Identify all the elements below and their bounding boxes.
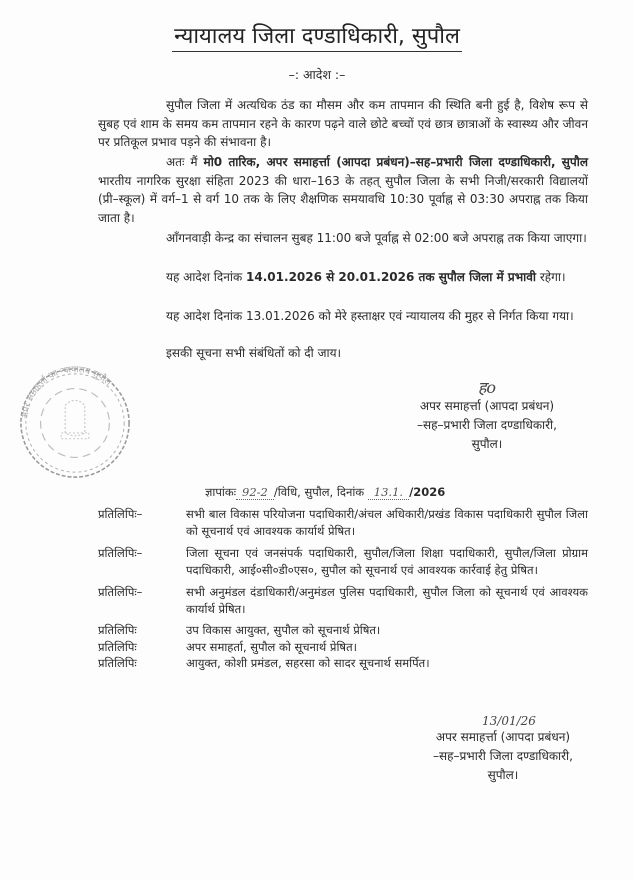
signatory-additional-charge: –सह–प्रभारी जिला दण्डाधिकारी, xyxy=(432,749,573,763)
signature-date-mark: 13/01/26 xyxy=(482,714,536,728)
copy-item: प्रतिलिपिः आयुक्त, कोशी प्रमंडल, सहरसा को सादर सूचनार्थ समर्पित। xyxy=(98,656,430,670)
signature-block-1 xyxy=(392,378,582,454)
memo-number: 92-2 xyxy=(236,485,274,500)
signatory-designation: अपर समाहर्त्ता (आपदा प्रबंधन) xyxy=(419,399,555,413)
signature-mark: हo xyxy=(477,378,497,397)
order-paragraph-5: यह आदेश दिनांक 13.01.2026 को मेरे हस्ताक्षर एवं न्यायालय की मुहर से निर्गत किया गया। xyxy=(166,309,574,323)
signatory-designation: अपर समाहर्त्ता (आपदा प्रबंधन) xyxy=(435,730,571,744)
signatory-additional-charge: –सह–प्रभारी जिला दण्डाधिकारी, xyxy=(416,418,557,432)
copy-item: प्रतिलिपिः अपर समाहर्ता, सुपौल को सूचनार्थ प्रेषित। xyxy=(98,639,357,654)
order-heading: –: आदेश :– xyxy=(288,67,346,82)
order-paragraph-3: आँगनवाड़ी केन्द्र का संचालन सुबह 11:00 बजे पूर्वाह्न से 02:00 बजे अपराह्न तक किया जाएगा। xyxy=(166,231,587,245)
order-paragraph-4: यह आदेश दिनांक 14.01.2026 से 20.01.2026 तक सुपौल जिला में प्रभावी रहेगा। xyxy=(166,270,566,284)
document-title: न्यायालय जिला दण्डाधिकारी, सुपौल xyxy=(0,20,634,50)
signatory-location: सुपौल। xyxy=(471,437,503,451)
seal-text: अपर समाहर्त्ता का न्यायालय सुपौल xyxy=(20,365,113,420)
order-paragraph-2: अतः मैं मो0 तारिक, अपर समाहर्त्ता (आपदा प्रबंधन)–सह–प्रभारी जिला दण्डाधिकारी, सुपौल भारतीय नागरिक सुरक्षा संहिता 2023 की धारा–163 के तहत् सुपौल जिला के सभी निजी/सरकारी विद्यालयों (प्री–स्कूल) में वर्ग–1 से वर्ग 10 तक के लिए शैक्षणिक समयावधि 10:30 पूर्वाह्न से 03:30 अपराह्न तक किया जाता है। xyxy=(98,155,588,225)
memo-date: 13.1. xyxy=(368,485,409,500)
copy-item: प्रतिलिपिः– सभी अनुमंडल दंडाधिकारी/अनुमंडल पुलिस पदाधिकारी, सुपौल जिला को सूचनार्थ एवं आवश्यक कार्यार्थ प्रेषित। xyxy=(98,585,588,616)
copy-list xyxy=(98,506,588,672)
signatory-location: सुपौल। xyxy=(487,768,519,782)
svg-text:अपर समाहर्त्ता का न्यायालय सुप xyxy=(21,365,114,419)
order-paragraph-1: सुपौल जिला में अत्यधिक ठंड का मौसम और कम तापमान की स्थिति बनी हुई है, विशेष रूप से सुबह एवं शाम के समय कम तापमान रहने के कारण पढ़ने वाले छोटे बच्चों एवं छात्र छात्राओं के स्वास्थ्य और जीवन पर प्रतिकूल प्रभाव पड़ने की संभावना है। xyxy=(98,98,588,149)
copy-item: प्रतिलिपिः उप विकास आयुक्त, सुपौल को सूचनार्थ प्रेषित। xyxy=(98,623,381,637)
copy-item: प्रतिलिपिः– सभी बाल विकास परियोजना पदाधिकारी/अंचल अधिकारी/प्रखंड विकास पदाधिकारी सुपौल जिला को सूचनार्थ एवं आवश्यक कार्यार्थ प्रेषित। xyxy=(98,507,588,538)
signature-block-2 xyxy=(408,712,598,785)
memo-number-line: ज्ञापांकः 92-2 /विधि, सुपौल, दिनांक 13.1. /2026 xyxy=(205,485,446,499)
order-paragraph-6: इसकी सूचना सभी संबंधितों को दी जाय। xyxy=(166,346,342,360)
official-seal xyxy=(16,364,134,482)
copy-item: प्रतिलिपिः– जिला सूचना एवं जनसंपर्क पदाधिकारी, सुपौल/जिला शिक्षा पदाधिकारी, सुपौल/जिला प्रोग्राम पदाधिकारी, आई०सी०डी०एस०, सुपौल को सूचनार्थ एवं आवश्यक कार्रवाई हेतु प्रेषित। xyxy=(98,546,588,577)
